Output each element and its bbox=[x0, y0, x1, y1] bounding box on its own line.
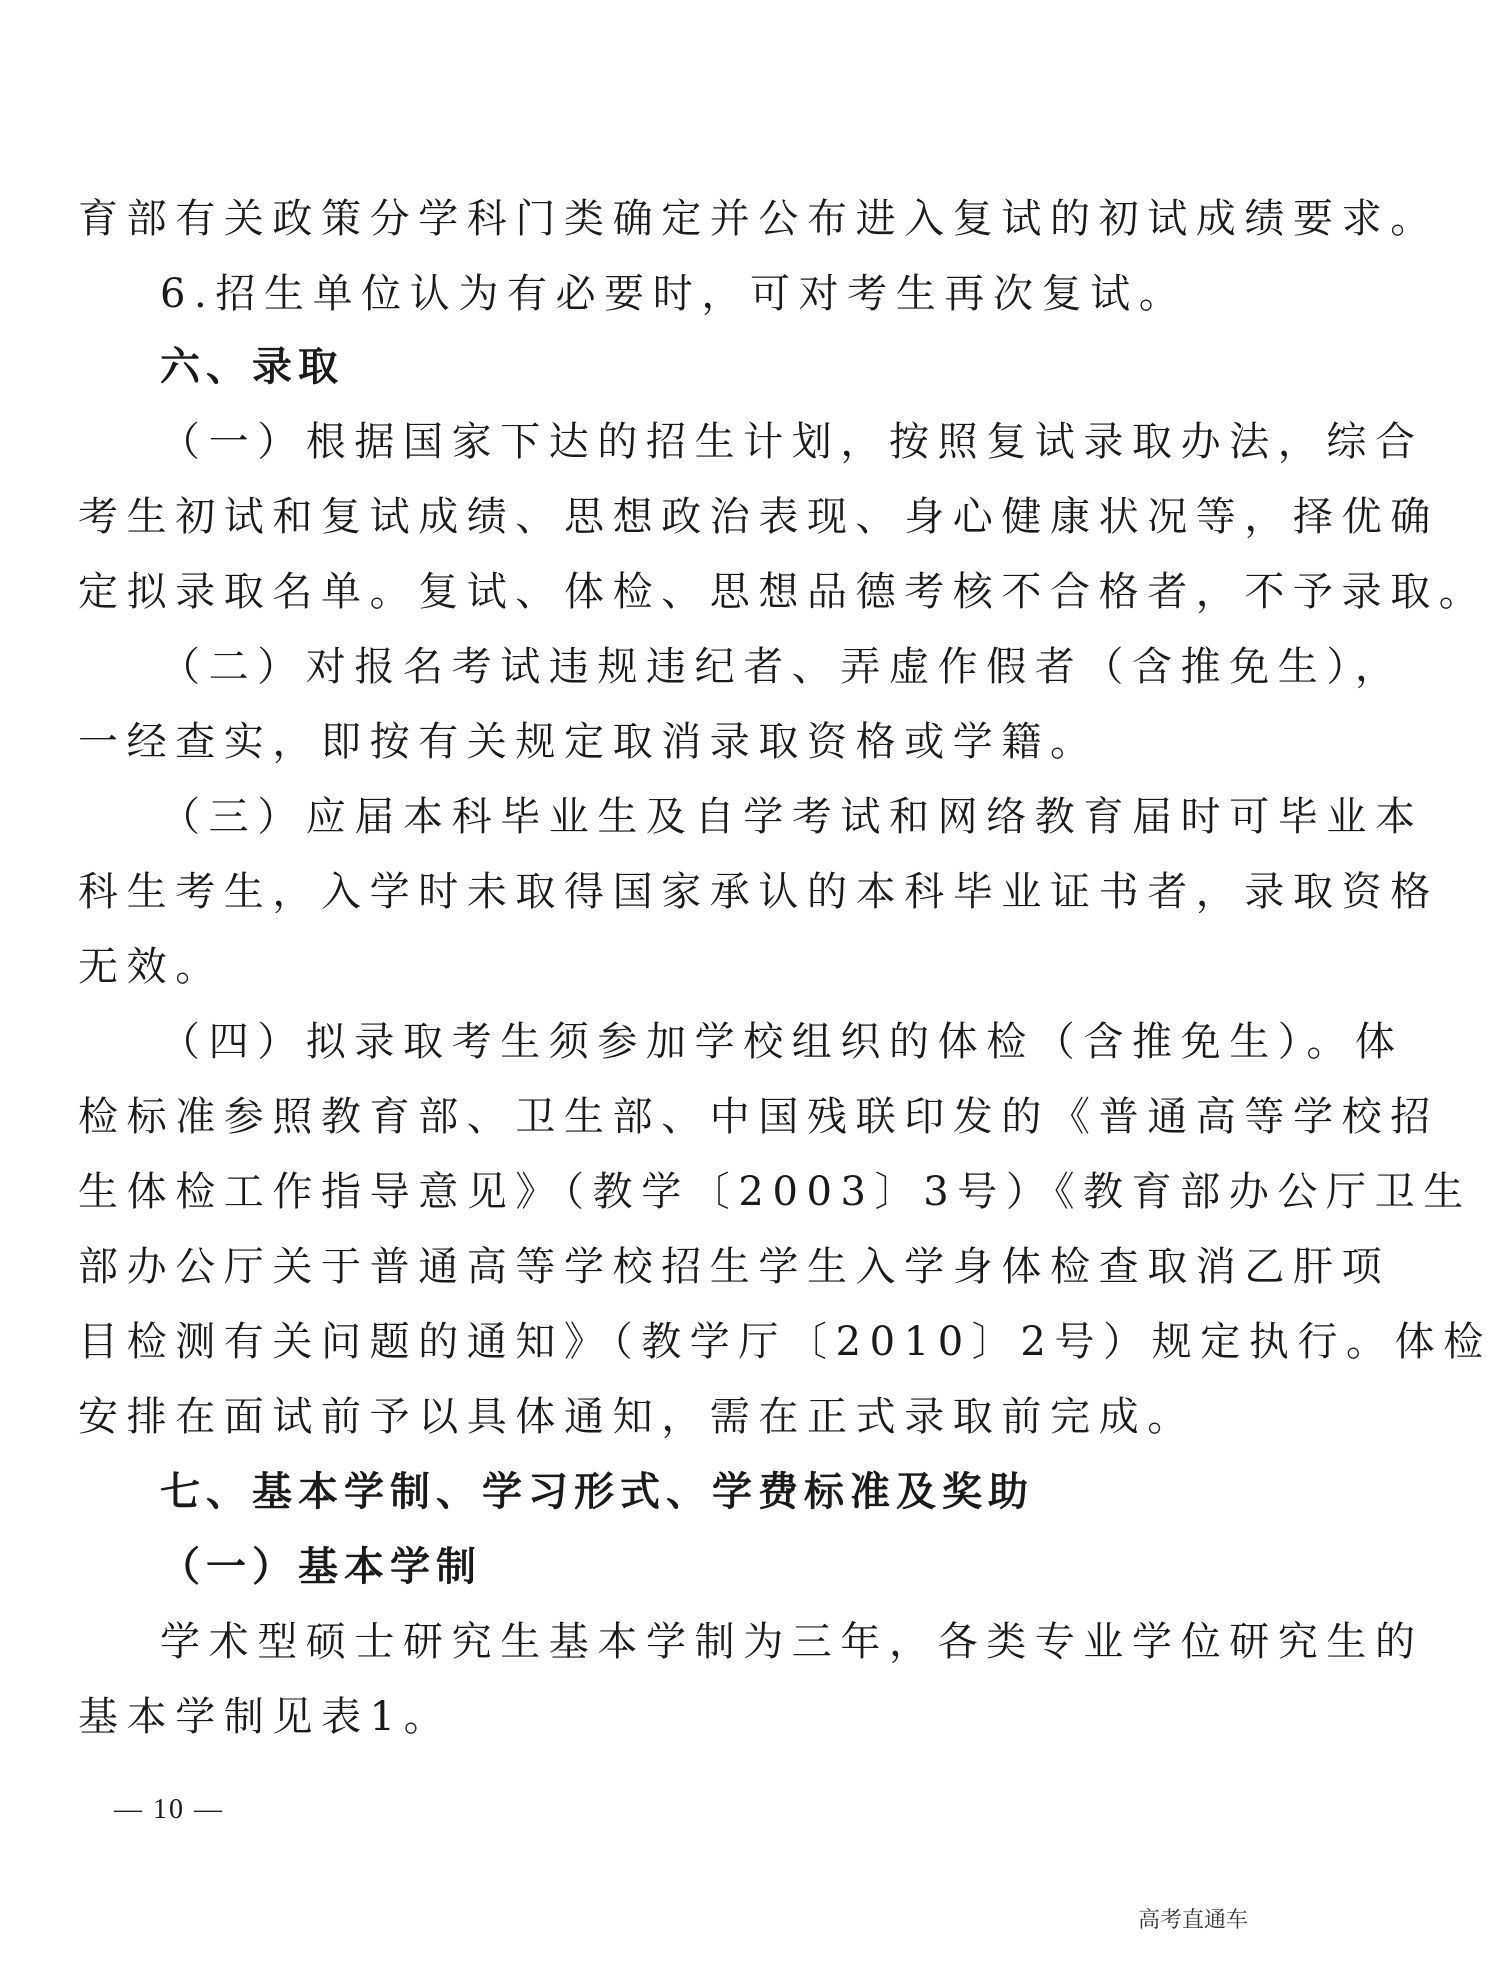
subsection-heading: （一）基本学制 bbox=[160, 1544, 482, 1590]
watermark-text: 高考直通车 bbox=[1137, 1908, 1248, 1933]
paragraph-line: 考生初试和复试成绩、思想政治表现、身心健康状况等，择优确 bbox=[78, 494, 1439, 540]
paragraph-line: 目检测有关问题的通知》（教学厅〔2010〕2号）规定执行。体检 bbox=[78, 1319, 1492, 1365]
paragraph-line: （一）根据国家下达的招生计划，按照复试录取办法，综合 bbox=[160, 419, 1424, 465]
paragraph-line: 一经查实，即按有关规定取消录取资格或学籍。 bbox=[78, 719, 1099, 765]
paragraph-line: 6.招生单位认为有必要时，可对考生再次复试。 bbox=[160, 271, 1188, 317]
paragraph-line: 基本学制见表1。 bbox=[78, 1694, 453, 1740]
paragraph-line: 生体检工作指导意见》（教学〔2003〕3号）《教育部办公厅卫生 bbox=[78, 1169, 1472, 1215]
paragraph-line: （三）应届本科毕业生及自学考试和网络教育届时可毕业本 bbox=[160, 794, 1424, 840]
paragraph-line: 无效。 bbox=[78, 944, 224, 990]
paragraph-line: 检标准参照教育部、卫生部、中国残联印发的《普通高等学校招 bbox=[78, 1094, 1439, 1140]
paragraph-line: （四）拟录取考生须参加学校组织的体检（含推免生）。体 bbox=[160, 1019, 1404, 1065]
paragraph-line: 定拟录取名单。复试、体检、思想品德考核不合格者，不予录取。 bbox=[78, 569, 1488, 615]
section-heading: 六、录取 bbox=[160, 344, 344, 390]
paragraph-line: 安排在面试前予以具体通知，需在正式录取前完成。 bbox=[78, 1394, 1196, 1440]
page-number: — 10 — bbox=[114, 1794, 224, 1825]
paragraph-line: 学术型硕士研究生基本学制为三年，各类专业学位研究生的 bbox=[160, 1619, 1424, 1665]
paragraph-line: 部办公厅关于普通高等学校招生学生入学身体检查取消乙肝项 bbox=[78, 1244, 1391, 1290]
section-heading: 七、基本学制、学习形式、学费标准及奖助 bbox=[160, 1469, 1034, 1515]
paragraph-line: 科生考生，入学时未取得国家承认的本科毕业证书者，录取资格 bbox=[78, 869, 1439, 915]
paragraph-line: （二）对报名考试违规违纪者、弄虚作假者（含推免生）， bbox=[160, 644, 1404, 690]
paragraph-line: 育部有关政策分学科门类确定并公布进入复试的初试成绩要求。 bbox=[78, 196, 1439, 242]
